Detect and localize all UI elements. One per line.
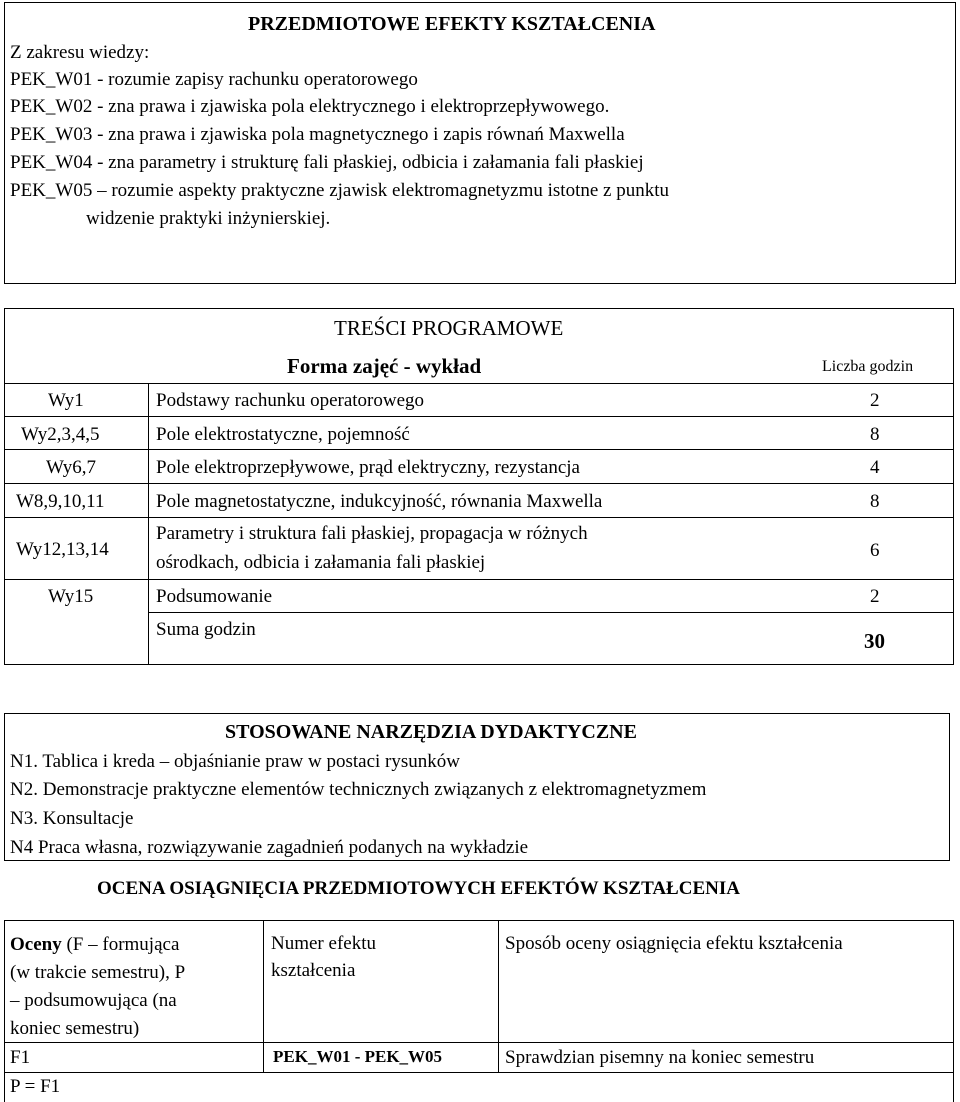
grade-p: P = F1 — [10, 1076, 61, 1097]
sum-label: Suma godzin — [156, 619, 256, 640]
narzedzia-item: N4 Praca własna, rozwiązywanie zagadnień podanych na wykładzie — [10, 837, 529, 858]
narzedzia-item: N1. Tablica i kreda – objaśnianie praw w postaci rysunków — [10, 751, 460, 772]
row-topic: Pole elektroprzepływowe, prąd elektryczny, rezystancja — [156, 457, 580, 478]
row-code: Wy6,7 — [46, 457, 97, 478]
assessment-method: Sprawdzian pisemny na koniec semestru — [505, 1047, 815, 1068]
row-code: Wy15 — [48, 586, 94, 607]
row-divider — [148, 612, 954, 613]
row-divider — [4, 1072, 954, 1073]
row-hours: 2 — [870, 390, 880, 411]
col-divider — [498, 920, 499, 1072]
row-hours: 8 — [870, 424, 880, 445]
col-divider — [263, 920, 264, 1072]
efekty-item-2: PEK_W02 - zna prawa i zjawiska pola elektrycznego i elektroprzepływowego. — [10, 96, 610, 117]
row-hours: 2 — [870, 586, 880, 607]
row-divider — [4, 416, 954, 417]
row-hours: 4 — [870, 457, 880, 478]
ocena-col3-header: Sposób oceny osiągnięcia efektu kształcenia — [505, 933, 843, 954]
efekty-item-1: PEK_W01 - rozumie zapisy rachunku operatorowego — [10, 69, 418, 90]
ocena-col1-header — [10, 935, 179, 954]
col-divider — [148, 383, 149, 665]
form-header: Forma zajęć - wykład — [287, 354, 482, 378]
efekty-item-3: PEK_W03 - zna prawa i zjawiska pola magnetycznego i zapis równań Maxwella — [10, 124, 625, 145]
row-code: W8,9,10,11 — [16, 491, 105, 512]
row-divider — [4, 449, 954, 450]
ocena-col1-line: – podsumowująca (na — [10, 990, 177, 1011]
ocena-col2-header: Numer efektu — [271, 933, 376, 954]
narzedzia-item: N2. Demonstracje praktyczne elementów technicznych związanych z elektromagnetyzmem — [10, 779, 707, 800]
row-code: Wy2,3,4,5 — [21, 424, 100, 445]
efekty-item-5-cont: widzenie praktyki inżynierskiej. — [86, 208, 331, 229]
row-divider — [4, 383, 954, 384]
oceny-desc: (F – formująca — [61, 934, 180, 955]
row-topic: Pole elektrostatyczne, pojemność — [156, 424, 410, 445]
row-topic: Pole magnetostatyczne, indukcyjność, równania Maxwella — [156, 491, 603, 512]
row-topic-line2: ośrodkach, odbicia i załamania fali płaskiej — [156, 552, 486, 573]
row-hours: 8 — [870, 491, 880, 512]
narzedzia-title: STOSOWANE NARZĘDZIA DYDAKTYCZNE — [225, 721, 637, 743]
ocena-col1-line: (w trakcie semestru), P — [10, 962, 186, 983]
efekty-item-5: PEK_W05 – rozumie aspekty praktyczne zjawisk elektromagnetyzmu istotne z punktu — [10, 180, 670, 201]
row-divider — [4, 483, 954, 484]
grade-f1: F1 — [10, 1047, 31, 1068]
narzedzia-item: N3. Konsultacje — [10, 808, 134, 829]
row-code: Wy12,13,14 — [16, 539, 109, 560]
efekty-title: PRZEDMIOTOWE EFEKTY KSZTAŁCENIA — [248, 13, 656, 35]
efekty-subtitle: Z zakresu wiedzy: — [10, 42, 150, 63]
ocena-title: OCENA OSIĄGNIĘCIA PRZEDMIOTOWYCH EFEKTÓW KSZTAŁCENIA — [97, 878, 740, 899]
efekty-item-4: PEK_W04 - zna parametry i strukturę fali płaskiej, odbicia i załamania fali płaskiej — [10, 152, 644, 173]
row-divider — [4, 517, 954, 518]
row-topic-line1: Parametry i struktura fali płaskiej, propagacja w różnych — [156, 523, 588, 544]
hours-header: Liczba godzin — [822, 358, 914, 375]
tresci-title: TREŚCI PROGRAMOWE — [334, 316, 564, 340]
ocena-col2-header: kształcenia — [271, 960, 356, 981]
row-topic: Podstawy rachunku operatorowego — [156, 390, 425, 411]
sum-value: 30 — [864, 629, 885, 653]
effect-range: PEK_W01 - PEK_W05 — [273, 1047, 443, 1066]
oceny-label: Oceny — [10, 934, 62, 955]
row-divider — [4, 579, 954, 580]
row-divider — [4, 1042, 954, 1043]
row-topic: Podsumowanie — [156, 586, 273, 607]
row-hours: 6 — [870, 540, 880, 561]
row-code: Wy1 — [48, 390, 84, 411]
ocena-col1-line: koniec semestru) — [10, 1018, 140, 1039]
